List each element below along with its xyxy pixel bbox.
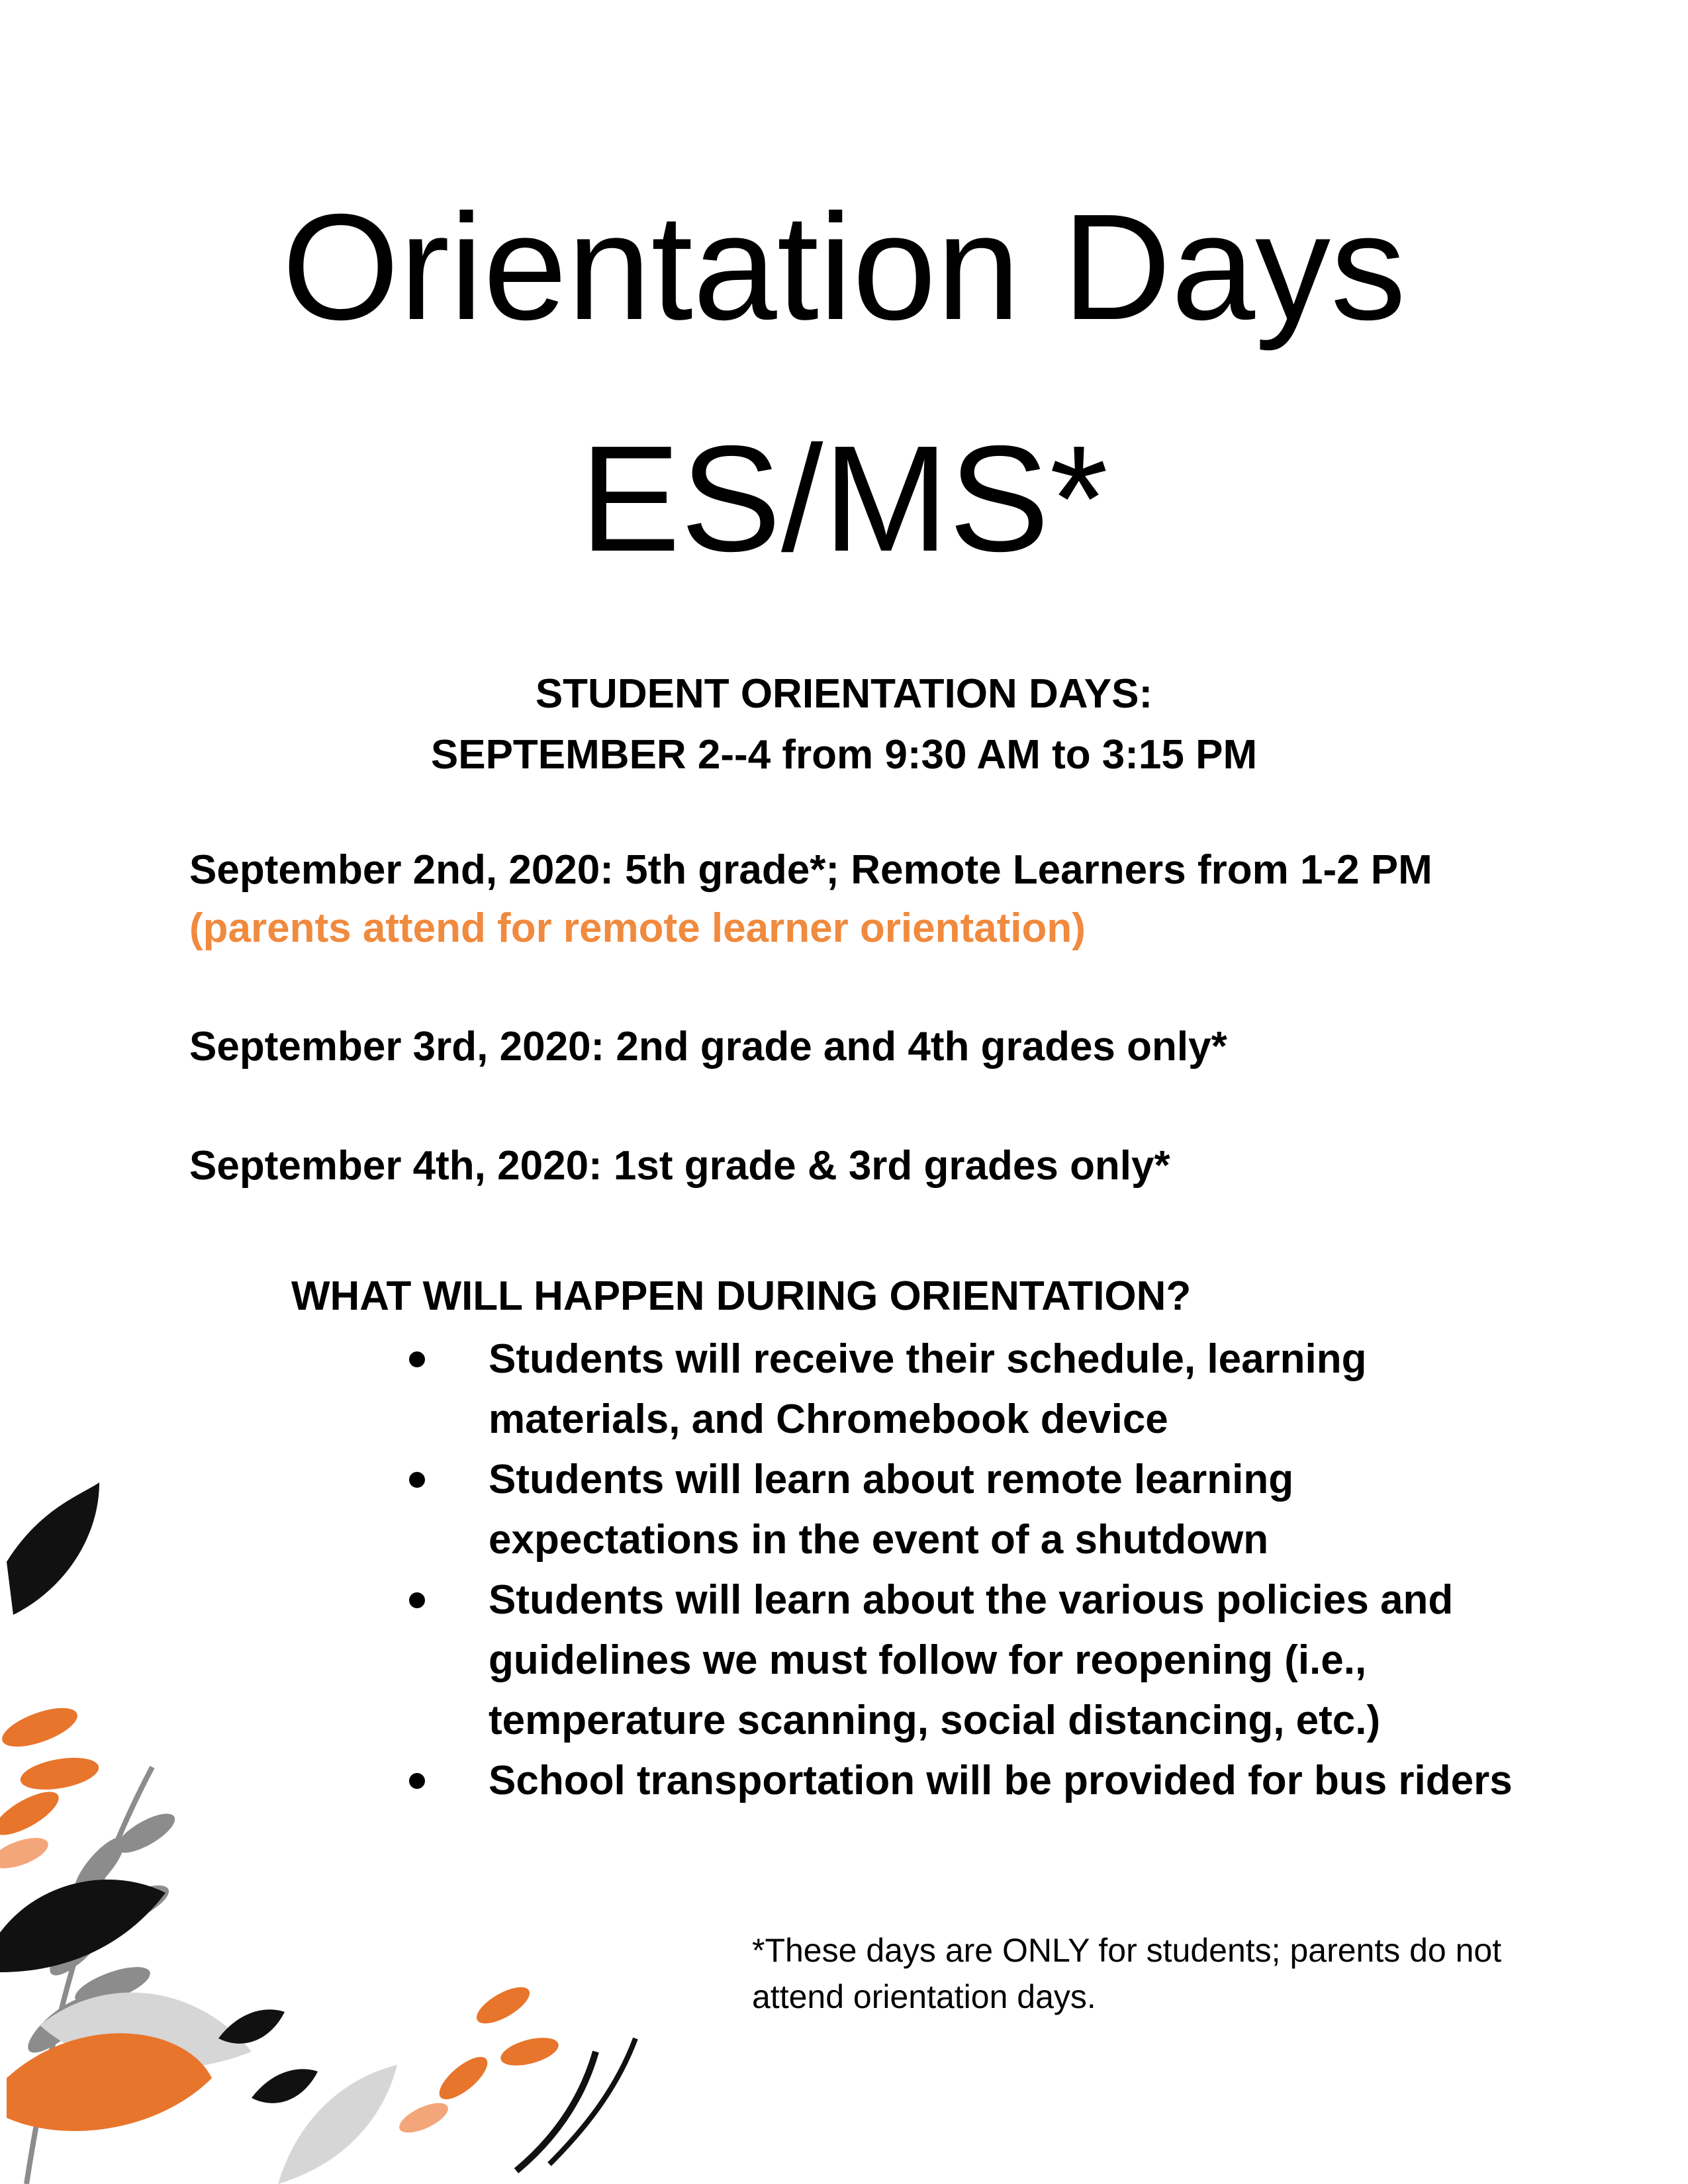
- list-item-text: School transportation will be provided for bus riders: [489, 1758, 1513, 1803]
- list-item: [397, 1329, 1523, 1449]
- page-title-subline: ES/MS*: [579, 415, 1109, 583]
- tropical-leaves-icon: [0, 1482, 728, 2184]
- list-item-text: Students will learn about the various policies and guidelines we must follow for reopening (i.e., temperature scanning, social distancing, etc.): [489, 1577, 1454, 1743]
- bullet-icon: [409, 1351, 425, 1367]
- footnote: *These days are ONLY for students; parents do not attend orientation days.: [752, 1932, 1502, 2015]
- schedule-day-3: September 4th, 2020: 1st grade & 3rd grades only*: [189, 1143, 1170, 1189]
- page-title: Orientation Days: [281, 183, 1407, 351]
- orientation-dates-time: SEPTEMBER 2--4 from 9:30 AM to 3:15 PM: [430, 732, 1258, 778]
- schedule-day-1-note: (parents attend for remote learner orientation): [189, 905, 1086, 951]
- schedule-day-2: September 3rd, 2020: 2nd grade and 4th grades only*: [189, 1024, 1227, 1069]
- section-heading: WHAT WILL HAPPEN DURING ORIENTATION?: [291, 1273, 1192, 1319]
- list-item-text: Students will receive their schedule, learning materials, and Chromebook device: [489, 1336, 1367, 1442]
- orientation-days-heading: STUDENT ORIENTATION DAYS:: [535, 671, 1153, 717]
- schedule-day-1: September 2nd, 2020: 5th grade*; Remote Learners from 1-2 PM: [189, 847, 1432, 893]
- list-item-text: Students will learn about remote learning expectations in the event of a shutdown: [489, 1457, 1294, 1563]
